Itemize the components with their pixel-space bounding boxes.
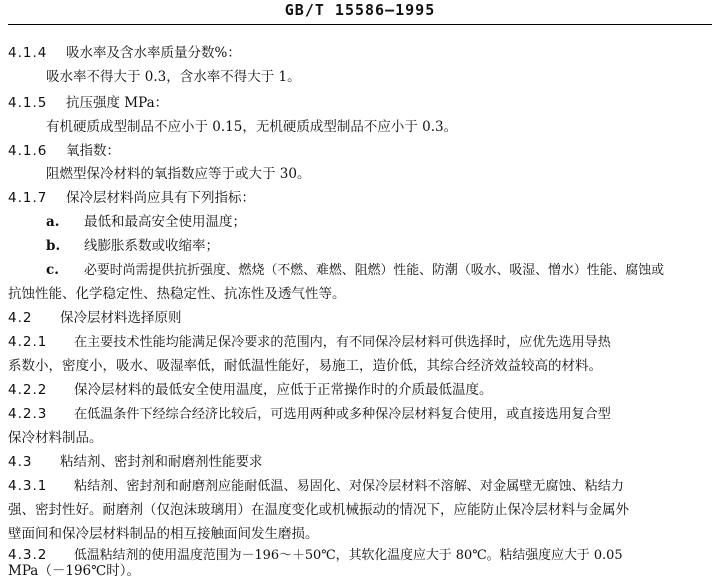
list-key: c. — [46, 262, 59, 278]
clause-text: 保冷层材料选择原则 — [60, 310, 182, 326]
clause-4-3-1 — [8, 477, 624, 496]
clause-number: 4.3 — [8, 454, 33, 470]
clause-number: 4.2.1 — [8, 334, 48, 350]
clause-number: 4.3.1 — [8, 478, 48, 494]
clause-text: 氧指数： — [66, 143, 120, 159]
clause-number: 4.1.5 — [8, 95, 48, 111]
paragraph-line: 系数小，密度小，吸水、吸湿率低，耐低温性能好，易施工，造价低，其综合经济效益较高的材料。 — [8, 358, 602, 374]
header-rule — [8, 24, 712, 25]
clause-number: 4.1.4 — [8, 45, 48, 61]
clause-text: 粘结剂、密封剂和耐磨剂应能耐低温、易固化、对保冷层材料不溶解、对金属壁无腐蚀、粘结力 — [74, 479, 624, 494]
clause-number: 4.1.6 — [8, 143, 48, 159]
paragraph-line: MPa（－196℃时）。 — [8, 563, 140, 579]
clause-text: 在低温条件下经综合经济比较后，可选用两种或多种保冷层材料复合使用，或直接选用复合型 — [74, 407, 611, 422]
paragraph-line: 阻燃型保冷材料的氧指数应等于或大于 30。 — [46, 166, 311, 182]
list-text: 必要时尚需提供抗折强度、燃烧（不燃、难燃、阻燃）性能、防潮（吸水、吸湿、憎水）性能、腐蚀或 — [84, 263, 665, 278]
clause-4-1-7 — [8, 189, 255, 207]
clause-4-1-5 — [8, 94, 168, 112]
clause-number: 4.2 — [8, 310, 33, 326]
clause-4-1-6 — [8, 142, 120, 160]
clause-4-2 — [8, 309, 182, 327]
clause-number: 4.2.2 — [8, 382, 48, 398]
clause-text: 保冷层材料尚应具有下列指标： — [66, 190, 255, 206]
paragraph-line: 强、密封性好。耐磨剂（仅泡沫玻璃用）在温度变化或机械振动的情况下，应能防止保冷层材料与金属外 — [8, 502, 629, 518]
clause-text: 吸水率及含水率质量分数%： — [66, 45, 241, 61]
paragraph-line: 吸水率不得大于 0.3，含水率不得大于 1。 — [46, 69, 301, 85]
list-item-a — [46, 213, 246, 231]
list-text: 最低和最高安全使用温度； — [84, 214, 246, 230]
clause-number: 4.3.2 — [8, 547, 48, 563]
clause-text: 粘结剂、密封剂和耐磨剂性能要求 — [60, 454, 263, 470]
clause-4-3 — [8, 453, 263, 471]
list-text: 线膨胀系数或收缩率； — [84, 238, 219, 254]
clause-text: 抗压强度 MPa： — [66, 95, 169, 111]
paragraph-line: 保冷材料制品。 — [8, 430, 103, 446]
clause-4-2-2 — [8, 381, 493, 399]
clause-4-1-4 — [8, 44, 241, 62]
list-item-c — [46, 261, 664, 280]
clause-4-2-1 — [8, 333, 611, 352]
paragraph-line: 抗蚀性能、化学稳定性、热稳定性、抗冻性及透气性等。 — [8, 286, 346, 302]
list-key: b. — [46, 238, 61, 254]
paragraph-line: 有机硬质成型制品不应小于 0.15，无机硬质成型制品不应小于 0.3。 — [46, 119, 458, 135]
clause-number: 4.2.3 — [8, 406, 48, 422]
clause-4-2-3 — [8, 405, 611, 424]
paragraph-line: 壁面间和保冷层材料制品的相互接触面间发生磨损。 — [8, 526, 319, 542]
page-header: GB/T 15586—1995 — [284, 1, 436, 19]
list-item-b — [46, 237, 219, 255]
clause-text: 低温粘结剂的使用温度范围为－196～＋50℃，其软化温度应大于 80℃。粘结强度应大于 0.05 — [74, 548, 623, 563]
clause-text: 保冷层材料的最低安全使用温度，应低于正常操作时的介质最低温度。 — [74, 382, 493, 398]
clause-number: 4.1.7 — [8, 190, 48, 206]
clause-text: 在主要技术性能均能满足保冷要求的范围内，有不同保冷层材料可供选择时，应优先选用导热 — [74, 335, 611, 350]
list-key: a. — [46, 214, 60, 230]
